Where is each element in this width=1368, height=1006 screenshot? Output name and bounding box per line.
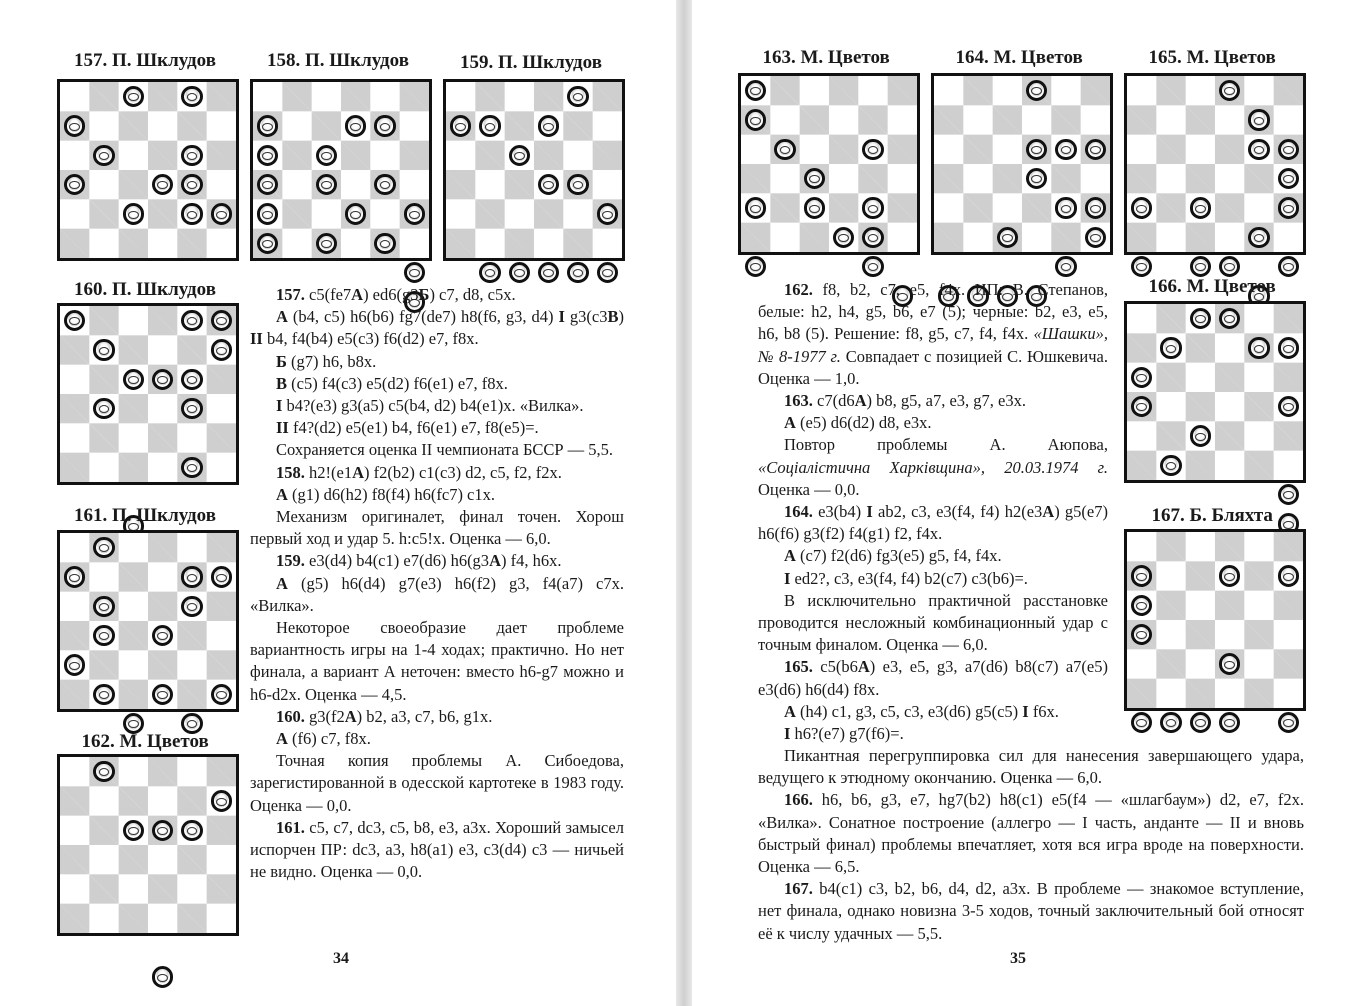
bold-run: А [854,391,867,411]
text-run: h6?(e7) g7(f6)=. [790,724,904,744]
checker-piece [152,966,173,987]
commentary-paragraph [250,617,624,706]
commentary-paragraph [758,501,1108,545]
commentary-paragraph [250,462,624,484]
checker-piece [181,398,202,419]
diagram-title: 160. П. Шклудов [74,279,216,300]
text-run: e3(d4) b4(c1) e7(d6) h6(g3 [304,551,490,571]
checker-piece [93,145,114,166]
text-run: Пикантная перегруппировка сил для нанесения завершающего удара, ведущего к этюдному окончанию. Оценка — 6,0. [758,746,1304,788]
commentary-paragraph [250,706,624,728]
checker-piece [257,233,278,254]
bold-run: А [784,546,796,566]
text-run: Сохраняется оценка II чемпионата БССР — 5,5. [276,440,614,460]
checker-piece [211,203,232,224]
checkers-board [1124,301,1306,483]
diagram-title: 158. П. Шклудов [267,50,409,71]
checker-piece [257,174,278,195]
text-run: (g1) d6(h2) f8(f4) h6(fc7) c1x. [287,484,496,504]
checker-piece [1131,595,1152,616]
checker-piece [1131,396,1152,417]
text-run: ) [618,307,625,327]
bold-run: I [276,396,283,416]
checker-piece [538,115,559,136]
checker-piece [181,174,202,195]
text-run: b4?(e3) g3(a5) c5(b4, d2) b4(e1)x. «Вилка». [282,396,584,416]
commentary-paragraph [758,701,1108,723]
text-run: (c7) f2(d6) fg3(e5) g5, f4, f4x. [795,546,1002,566]
checker-piece [181,820,202,841]
commentary-paragraph [758,656,1108,700]
text-run: Повтор проблемы А. Аюпова, [784,435,1108,455]
text-run: (h4) c1, g3, c5, c3, e3(d6) g5(c5) [795,701,1023,721]
checker-piece [450,115,471,136]
commentary-paragraph [758,878,1304,945]
text-run: ) c7, d8, c5x. [429,285,516,304]
checker-piece [745,80,766,101]
checker-piece [152,625,173,646]
checker-piece [1085,139,1106,160]
checker-piece [1278,139,1299,160]
checker-piece [1278,256,1299,277]
right-page [692,0,1368,1006]
text-run: c5(fe7 [304,285,352,304]
bold-run: 165. [784,657,813,677]
checker-piece [833,227,854,248]
bold-run: B [276,373,288,393]
checker-piece [211,790,232,811]
bold-run: B [607,307,619,327]
text-run: f4?(d2) e5(e1) b4, f6(e1) e7, f8(e5)=. [288,418,539,438]
checker-piece [1248,337,1269,358]
checker-piece [93,537,114,558]
checker-piece [123,203,144,224]
checker-piece [1278,197,1299,218]
checker-piece [181,86,202,107]
checker-piece [804,197,825,218]
text-run: g3(f2 [304,706,345,726]
checkers-board [250,79,432,261]
checker-piece [181,145,202,166]
bold-run: I [558,307,565,327]
bold-run: II [250,329,263,349]
checker-piece [862,139,883,160]
text-run: Совпадает с позицией С. Юшкевича. Оценка — 1,0. [758,346,1109,388]
text-run: ) b8, g5, a7, e3, g7, e3x. [866,391,1026,411]
checker-piece [804,168,825,189]
checker-piece [509,145,530,166]
bold-run: А [489,551,501,571]
commentary-paragraph [250,506,624,550]
bold-run: 166. [784,790,813,810]
commentary-paragraph [758,745,1304,789]
text-run: (g5) h6(d4) g7(e3) h6(f2) g3, f4(a7) c7x. «Вилка». [250,573,624,615]
checker-piece [316,233,337,254]
checker-piece [211,684,232,705]
text-run: e3(b4) [812,502,867,522]
text-run: Точная копия проблемы А. Сибоедова, зарегистированной в одесской картотеке в 1983 году. Оценка — 0,0. [250,751,624,815]
checkers-board [57,79,239,261]
checker-piece [211,339,232,360]
page-number: 34 [333,950,349,967]
checker-piece [1160,712,1181,733]
checker-piece [997,227,1018,248]
checker-piece [404,262,425,283]
checkers-board [57,303,239,485]
text-run: c5(b6 [812,657,858,677]
checker-piece [211,310,232,331]
checker-piece [404,203,425,224]
diagram-title: 163. М. Цветов [762,47,890,68]
checkers-board [931,73,1113,255]
checker-piece [774,139,795,160]
commentary-paragraph [758,723,1108,745]
checker-piece [1278,565,1299,586]
commentary-paragraph [250,573,624,617]
bold-run: I [1022,701,1029,721]
text-run: h2!(e1 [304,462,353,482]
checker-piece [1190,425,1211,446]
checkers-board [443,79,625,261]
bold-run: А [276,729,288,749]
checker-piece [152,369,173,390]
commentary-paragraph [250,306,624,350]
commentary-paragraph [250,750,624,817]
checker-piece [1026,80,1047,101]
checker-piece [1219,80,1240,101]
commentary-paragraph [250,439,624,461]
text-run: Механизм оригиналет, финал точен. Хорош первый ход и удар 5. h:c5!x. Оценка — 6,0. [250,507,624,549]
commentary-paragraph [250,728,624,750]
bold-run: А [276,573,288,593]
checker-piece [862,227,883,248]
text-run: В исключительно практичной расстановке проводится несложный комбинационный удар с точным финалом. Оценка — 6,0. [758,590,1108,655]
bold-run: I [866,502,873,522]
checker-piece [1055,139,1076,160]
checker-piece [374,233,395,254]
bold-run: Б [276,351,287,371]
bold-run: А [352,462,364,482]
checker-piece [257,145,278,166]
checker-piece [1278,484,1299,505]
checker-piece [1219,653,1240,674]
checker-piece [345,203,366,224]
checker-piece [538,262,559,283]
checker-piece [374,174,395,195]
bold-run: А [784,701,796,721]
checker-piece [479,115,500,136]
checker-piece [1190,308,1211,329]
commentary-column-wide [758,745,1304,945]
checker-piece [1278,396,1299,417]
checker-piece [1278,168,1299,189]
bold-run: II [276,418,289,438]
text-run: ) f4, h6x. [500,551,562,571]
italic-run: «Шашки», № 8-1977 г. [758,324,1108,366]
text-run: (f6) c7, f8x. [287,729,371,749]
text-run: ) ed6(g3 [363,285,419,304]
text-run: (b4, c5) h6(b6) fg7(de7) h8(f6, g3, d4) [287,307,559,327]
text-run: c5, c7, dc3, c5, b8, e3, a3x. Хороший замысел испорчен ПР: dc3, a3, h8(a1) e3, c3(d4) c3 — ничьей не видно. Оценка — 0,0. [250,817,624,882]
text-run: ) f2(b2) c1(c3) d2, c5, f2, f2x. [364,462,562,482]
checker-piece [345,115,366,136]
bold-run: 159. [276,551,305,571]
checker-piece [316,174,337,195]
text-run: (e5) d6(d2) d8, e3x. [795,413,932,433]
checker-piece [257,203,278,224]
text-run: b4(c1) c3, b2, b6, d4, d2, a3x. В проблеме — знакомое вступление, нет финала, однако новизна 3-5 ходов, точный заключительный бой относят её к числу удачных — 5,5. [758,879,1304,943]
commentary-paragraph [250,395,624,417]
text-run: c7(d6 [812,391,855,411]
commentary-paragraph [250,550,624,572]
checker-piece [567,86,588,107]
checker-piece [64,566,85,587]
checker-piece [1131,197,1152,218]
checker-piece [181,566,202,587]
checker-piece [211,566,232,587]
bold-run: 161. [276,817,305,837]
checker-piece [1026,139,1047,160]
text-run: ab2, c3, e3(f4, f4) h2(e3 [872,502,1043,522]
checker-piece [152,684,173,705]
checkers-board [1124,529,1306,711]
checker-piece [1055,256,1076,277]
checkers-board [57,530,239,712]
checker-piece [1190,256,1211,277]
checker-piece [1219,565,1240,586]
checker-piece [1085,197,1106,218]
diagram-title: 161. П. Шклудов [74,505,216,526]
checker-piece [1248,109,1269,130]
checker-piece [1219,256,1240,277]
bold-run: А [276,307,288,327]
checker-piece [1055,197,1076,218]
checker-piece [745,197,766,218]
checker-piece [152,174,173,195]
bold-run: I [784,724,791,744]
checker-piece [745,109,766,130]
checker-piece [93,684,114,705]
checker-piece [181,457,202,478]
checker-piece [93,761,114,782]
checker-piece [316,145,337,166]
bold-run: А [857,657,870,677]
text-run: (c5) f4(c3) e5(d2) f6(e1) e7, f8x. [287,373,508,393]
checker-piece [374,115,395,136]
bold-run: 163. [784,391,813,411]
diagram-title: 165. М. Цветов [1148,47,1276,68]
checker-piece [123,86,144,107]
checker-piece [745,256,766,277]
checker-piece [597,203,618,224]
checker-piece [181,203,202,224]
checker-piece [64,115,85,136]
diagram-title: 159. П. Шклудов [460,52,602,73]
checker-piece [1248,227,1269,248]
book-gutter [676,0,692,1006]
checker-piece [1131,565,1152,586]
checker-piece [1160,337,1181,358]
bold-run: 167. [784,879,813,899]
commentary-paragraph [758,545,1108,567]
checker-piece [64,174,85,195]
bold-run: I [784,568,791,588]
text-run: ) g5(e7) h6(f6) g3(f2) f4(g1) f2, f4x. [758,502,1108,544]
bold-run: А [784,413,796,433]
checker-piece [64,310,85,331]
checker-piece [597,262,618,283]
checker-piece [479,262,500,283]
commentary-paragraph [758,412,1108,434]
text-run: ) e3, e5, g3, a7(d6) b8(c7) a7(e5) e3(d6) h6(d4) f8x. [758,657,1108,699]
checker-piece [1026,168,1047,189]
checkers-board [738,73,920,255]
diagram-title: 157. П. Шклудов [74,50,216,71]
bold-run: А [276,484,288,504]
checker-piece [1278,712,1299,733]
text-run: ed2?, c3, e3(f4, f4) b2(c7) c3(b6)=. [790,568,1028,588]
checker-piece [93,398,114,419]
text-run: b4, f4(b4) e5(c3) f6(d2) e7, f8x. [262,329,479,349]
commentary-paragraph [758,789,1304,878]
checker-piece [93,596,114,617]
text-run: h6, b6, g3, e7, hg7(b2) h8(c1) e5(f4 — «шлагбаум») d2, e7, f2x. «Вилка». Сонатное построение (аллегро — I часть, анданте — II и вновь быстрый финал) проблемы впечатляет, хотя вся игра вроде на поверхности. Оценка — 6,5. [758,790,1304,877]
bold-run: 164. [784,502,813,522]
commentary-paragraph [758,390,1108,412]
commentary-column [250,284,624,883]
commentary-paragraph [250,817,624,884]
commentary-paragraph [250,373,624,395]
checker-piece [257,115,278,136]
text-run: f6x. [1028,701,1059,721]
checker-piece [1131,367,1152,388]
checker-piece [862,197,883,218]
checker-piece [1085,227,1106,248]
commentary-paragraph [250,351,624,373]
checkers-board [1124,73,1306,255]
checker-piece [862,256,883,277]
checker-piece [64,654,85,675]
checker-piece [1219,712,1240,733]
text-run: f8, b2, c7, e5, f4x. ИП: В. Степанов, белые: h2, h4, g5, b6, e7 (5); черные: b2, e3, e5, h6, b8 (5). Решение: f8, g5, c7, f4, f4x. [758,280,1108,344]
checker-piece [123,369,144,390]
commentary-paragraph [758,568,1108,590]
text-run: (g7) h6, b8x. [286,351,377,371]
commentary-column-narrow [758,279,1108,745]
checker-piece [1131,624,1152,645]
checker-piece [123,820,144,841]
checker-piece [567,174,588,195]
checker-piece [181,310,202,331]
checker-piece [1131,256,1152,277]
checkers-board [57,754,239,936]
text-run: Оценка — 0,0. [758,479,860,499]
bold-run: 158. [276,462,305,482]
checker-piece [181,369,202,390]
text-run: ) b2, a3, c7, b6, g1x. [356,706,493,726]
commentary-paragraph [758,434,1108,501]
checker-piece [1219,308,1240,329]
diagram-title: 166. М. Цветов [1148,276,1276,297]
checker-piece [181,596,202,617]
checker-piece [1248,139,1269,160]
italic-run: «Соціалістична Харківщина», 20.03.1974 г. [758,457,1108,477]
commentary-paragraph [250,484,624,506]
left-page [0,0,676,1006]
checker-piece [1131,712,1152,733]
checker-piece [1278,337,1299,358]
diagram-title: 162. М. Цветов [81,731,209,752]
page-number: 35 [1010,950,1026,967]
checker-piece [1190,197,1211,218]
commentary-paragraph [250,284,624,306]
checker-piece [567,262,588,283]
commentary-paragraph [758,590,1108,657]
bold-run: А [344,706,357,726]
checker-piece [93,339,114,360]
bold-run: Б [418,285,430,304]
bold-run: 160. [276,706,305,726]
checker-piece [152,820,173,841]
commentary-paragraph [758,279,1108,390]
text-run: Некоторое своеобразие дает проблеме вариантность игры на 1-4 ходах; практично. Но нет финала, а вариант А неточен: вместо h6-g7 можно и h6-d2x. Оценка — 4,5. [250,618,624,704]
commentary-paragraph [250,417,624,439]
bold-run: А [1042,502,1055,522]
bold-run: 162. [784,280,813,299]
checker-piece [1160,455,1181,476]
bold-run: 157. [276,285,305,304]
checker-piece [538,174,559,195]
diagram-title: 167. Б. Бляхта [1151,505,1273,526]
diagram-title: 164. М. Цветов [955,47,1083,68]
text-run: g3(c3 [564,307,608,327]
checker-piece [93,625,114,646]
checker-piece [509,262,530,283]
bold-run: А [351,285,364,304]
checker-piece [1190,712,1211,733]
